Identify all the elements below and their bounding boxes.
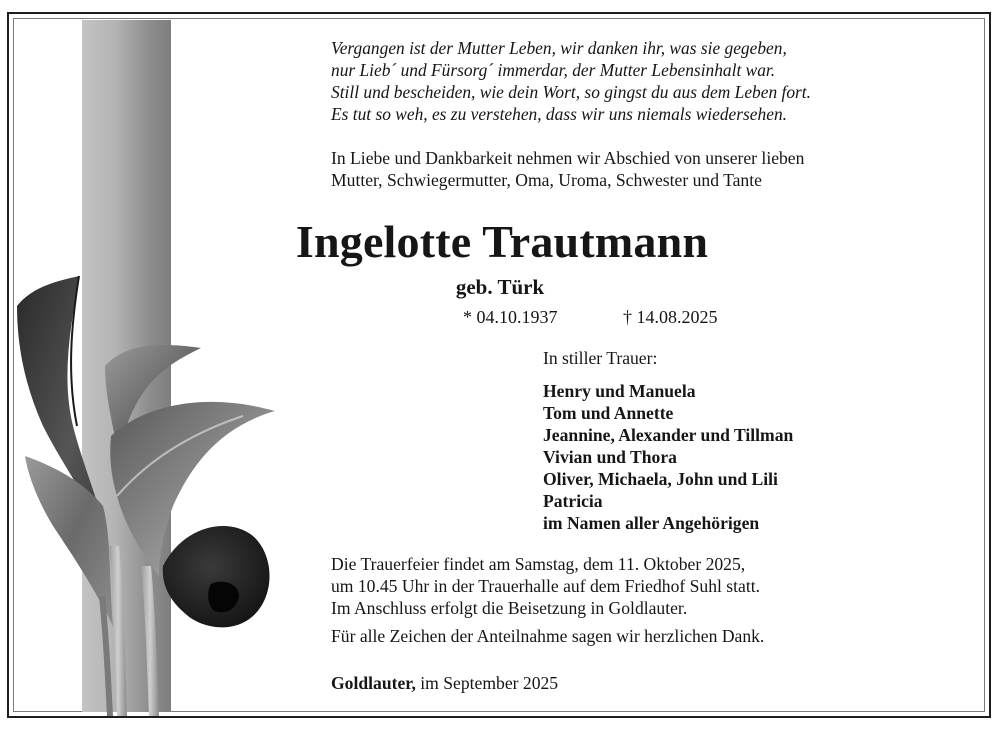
death-date: † 14.08.2025 bbox=[623, 307, 718, 327]
mourner-entry: Tom und Annette bbox=[543, 403, 674, 423]
verse-line: Es tut so weh, es zu verstehen, dass wir uns niemals wiedersehen. bbox=[331, 104, 787, 124]
deceased-name: Ingelotte Trautmann bbox=[295, 216, 709, 267]
intro-line: Mutter, Schwiegermutter, Oma, Uroma, Schwester und Tante bbox=[331, 170, 762, 190]
funeral-line: Die Trauerfeier findet am Samstag, dem 11. Oktober 2025, bbox=[331, 554, 746, 574]
birth-date: * 04.10.1937 bbox=[463, 307, 558, 327]
maiden-name: geb. Türk bbox=[455, 275, 545, 299]
place-town: Goldlauter, bbox=[331, 673, 416, 693]
memorial-verse bbox=[331, 37, 811, 125]
place-and-date bbox=[331, 672, 558, 694]
thanks-note: Für alle Zeichen der Anteilnahme sagen wir herzlichen Dank. bbox=[331, 626, 765, 646]
funeral-line: Im Anschluss erfolgt die Beisetzung in Goldlauter. bbox=[331, 598, 688, 618]
funeral-line: um 10.45 Uhr in der Trauerhalle auf dem Friedhof Suhl statt. bbox=[331, 576, 761, 596]
obituary-notice bbox=[7, 12, 991, 718]
mourner-entry: Jeannine, Alexander und Tillman bbox=[543, 425, 794, 445]
verse-line: Vergangen ist der Mutter Leben, wir danken ihr, was sie gegeben, bbox=[331, 38, 787, 58]
intro-line: In Liebe und Dankbarkeit nehmen wir Abschied von unserer lieben bbox=[331, 148, 805, 168]
funeral-details bbox=[331, 553, 760, 619]
mourner-entry: Oliver, Michaela, John und Lili bbox=[543, 469, 778, 489]
mourner-entry: Henry und Manuela bbox=[543, 381, 696, 401]
mourners-list bbox=[543, 380, 793, 534]
calla-lily-illustration bbox=[13, 266, 283, 716]
farewell-intro bbox=[331, 147, 804, 191]
mourner-entry: Patricia bbox=[543, 491, 603, 511]
mourning-label: In stiller Trauer: bbox=[543, 348, 658, 368]
verse-line: nur Lieb´ und Fürsorg´ immerdar, der Mutter Lebensinhalt war. bbox=[331, 60, 776, 80]
mourner-entry: Vivian und Thora bbox=[543, 447, 677, 467]
verse-line: Still und bescheiden, wie dein Wort, so gingst du aus dem Leben fort. bbox=[331, 82, 811, 102]
mourner-entry: im Namen aller Angehörigen bbox=[543, 513, 760, 533]
place-date: im September 2025 bbox=[420, 673, 559, 693]
